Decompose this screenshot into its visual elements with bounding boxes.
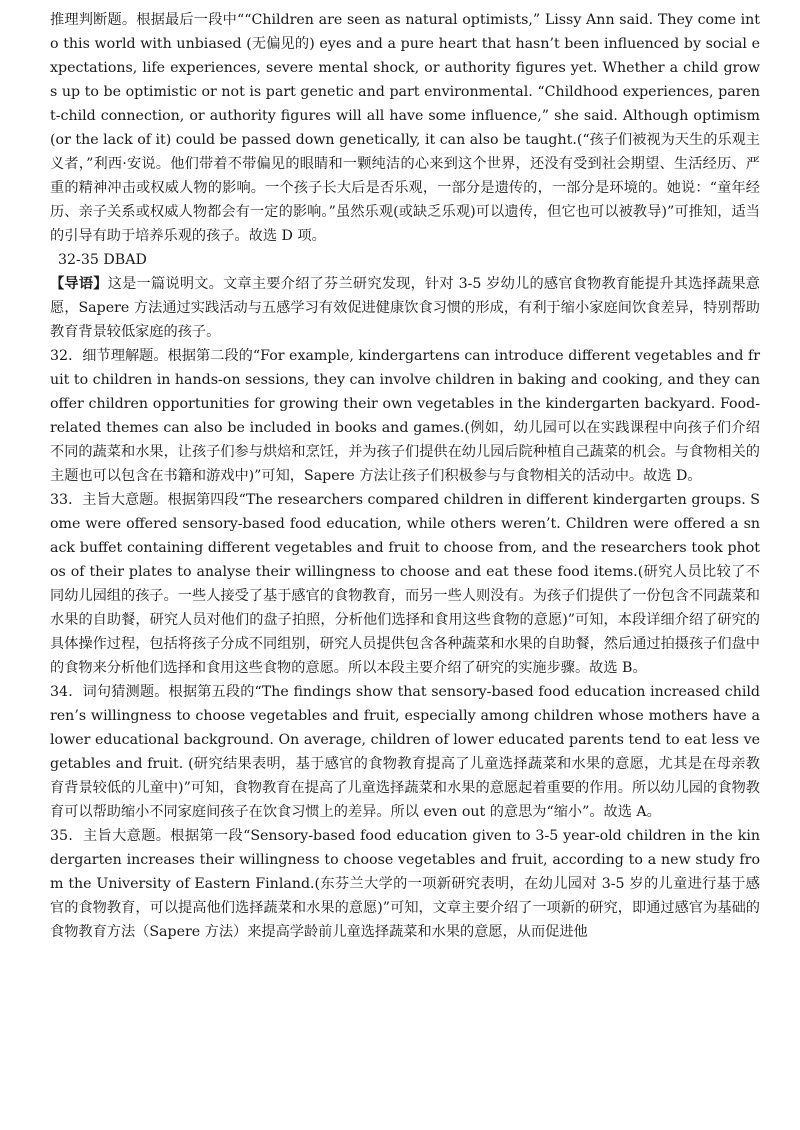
q33-explanation: 33．主旨大意题。根据第四段“The researchers compared children in different kindergarten groups. Some were offered sensory-based food education, while others weren’t. Children were offered a snack buffet containing different vegetables and fruit to choose from, and the researchers took photos of their plates to analyse their willingness to choose and eat these food items.(研究人员比较了不同幼儿园组的孩子。一些人接受了基于感官的食物教育，而另一些人则没有。为孩子们提供了一份包含不同蔬菜和水果的自助餐，研究人员对他们的盘子拍照，分析他们选择和食用这些食物的意愿)”可知，本段详细介绍了研究的具体操作过程，包括将孩子分成不同组别，研究人员提供包含各种蔬菜和水果的自助餐，然后通过拍摄孩子们盘中的食物来分析他们选择和食用这些食物的意愿。所以本段主要介绍了研究的实施步骤。故选 B。 (50, 492, 760, 676)
q34-explanation: 34．词句猜测题。根据第五段的“The findings show that sensory-based food education increased children’s willingness to choose vegetables and fruit, especially among children whose mothers have a lower educational background. On average, children of lower educated parents tend to eat less vegetables and fruit. (研究结果表明，基于感官的食物教育提高了儿童选择蔬菜和水果的意愿，尤其是在母亲教育背景较低的儿童中)”可知，食物教育在提高了儿童选择蔬菜和水果的意愿起着重要的作用。所以幼儿园的食物教育可以帮助缩小不同家庭间孩子在饮食习惯上的差异。所以 even out 的意思为“缩小”。故选 A。 (50, 684, 760, 820)
guide-label: 【导语】 (50, 276, 108, 292)
q31-explanation: 推理判断题。根据最后一段中““Children are seen as natural optimists,” Lissy Ann said. They come into this world with unbiased (无偏见的) eyes and a pure heart that hasn’t been influenced by social expectations, life experiences, severe mental shock, or authority figures yet. Whether a child grows up to be optimistic or not is part genetic and part environmental. “Childhood experiences, parent-child connection, or authority figures will all have some influence,” she said. Although optimism (or the lack of it) could be passed down genetically, it can also be taught.(“孩子们被视为天生的乐观主义者，”利西·安说。他们带着不带偏见的眼睛和一颗纯洁的心来到这个世界，还没有受到社会期望、生活经历、严重的精神冲击或权威人物的影响。一个孩子长大后是否乐观，一部分是遗传的，一部分是环境的。她说：“童年经历、亲子关系或权威人物都会有一定的影响。”虽然乐观(或缺乏乐观)可以遗传，但它也可以被教导)”可推知，适当的引导有助于培养乐观的孩子。故选 D 项。 (50, 12, 760, 244)
guide-paragraph (50, 272, 760, 344)
answers-32-35: 32-35 DBAD (58, 252, 147, 268)
guide-text: 这是一篇说明文。文章主要介绍了芬兰研究发现，针对 3-5 岁幼儿的感官食物教育能提升其选择蔬果意愿，Sapere 方法通过实践活动与五感学习有效促进健康饮食习惯的形成，有利于缩小家庭间饮食差异，特别帮助教育背景较低家庭的孩子。 (50, 276, 760, 340)
q35-explanation: 35．主旨大意题。根据第一段“Sensory-based food education given to 3-5 year-old children in the kindergarten increases their willingness to choose vegetables and fruit, according to a new study from the University of Eastern Finland.(东芬兰大学的一项新研究表明，在幼儿园对 3-5 岁的儿童进行基于感官的食物教育，可以提高他们选择蔬菜和水果的意愿)”可知，文章主要介绍了一项新的研究，即通过感官为基础的食物教育方法（Sapere 方法）来提高学龄前儿童选择蔬菜和水果的意愿，从而促进他 (50, 828, 760, 940)
q32-explanation: 32．细节理解题。根据第二段的“For example, kindergartens can introduce different vegetables and fruit to children in hands-on sessions, they can involve children in baking and cooking, and they can offer children opportunities for growing their own vegetables in the kindergarten backyard. Food-related themes can also be included in books and games.(例如，幼儿园可以在实践课程中向孩子们介绍不同的蔬菜和水果，让孩子们参与烘焙和烹饪，并为孩子们提供在幼儿园后院种植自己蔬菜的机会。与食物相关的主题也可以包含在书籍和游戏中)”可知，Sapere 方法让孩子们积极参与与食物相关的活动中。故选 D。 (50, 348, 760, 484)
